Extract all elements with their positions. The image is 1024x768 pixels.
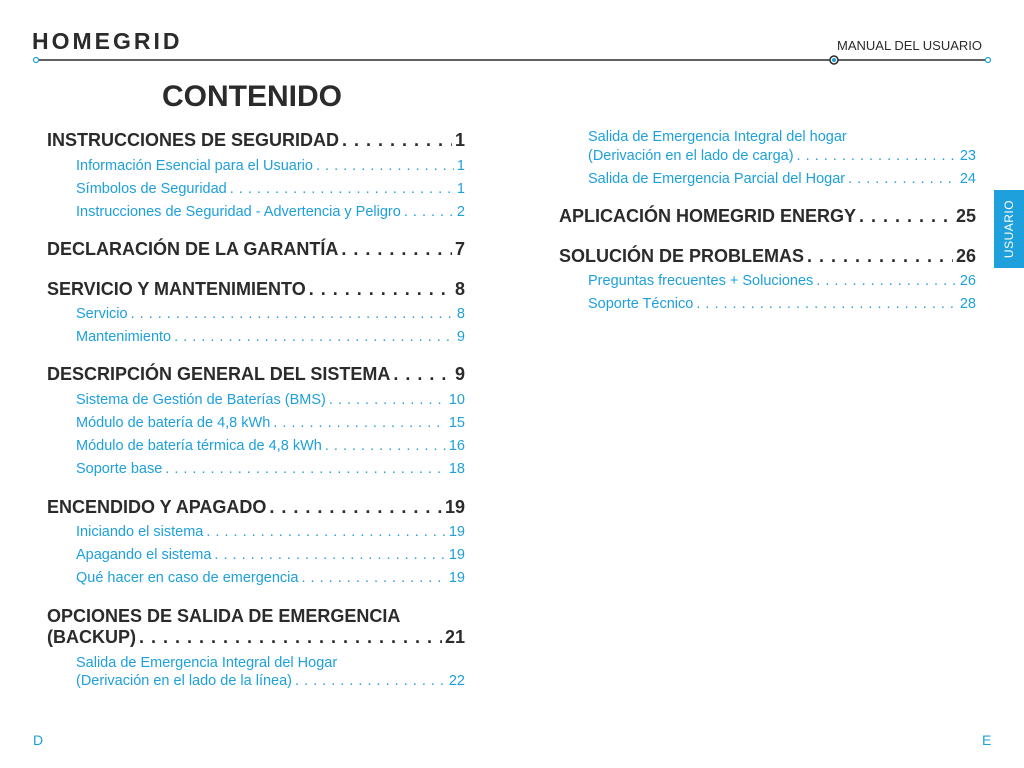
toc-item[interactable]: Soporte base . . . 18 <box>76 461 465 477</box>
toc-item[interactable]: Qué hacer en caso de emergencia . . . 19 <box>76 570 465 586</box>
toc-section-backup[interactable]: (BACKUP) . . . 21 <box>47 627 465 648</box>
toc-item[interactable]: (Derivación en el lado de carga) . . . 23 <box>588 148 976 164</box>
toc-item-line1[interactable]: Salida de Emergencia Integral del hogar <box>588 129 847 145</box>
side-tab-usuario <box>994 190 1024 268</box>
toc-item[interactable]: Servicio . . . 8 <box>76 306 465 322</box>
header-rule <box>0 52 1024 68</box>
toc-section-encendido[interactable]: ENCENDIDO Y APAGADO . . . 19 <box>47 497 465 518</box>
footer-left-marker: D <box>33 732 44 748</box>
toc-item[interactable]: Símbolos de Seguridad . . . 1 <box>76 181 465 197</box>
toc-item-line1[interactable]: Salida de Emergencia Integral del Hogar <box>76 655 338 671</box>
toc-item[interactable]: Preguntas frecuentes + Soluciones . . . 26 <box>588 273 976 289</box>
toc-item[interactable]: (Derivación en el lado de la línea) . . . 22 <box>76 673 465 689</box>
toc-section-servicio[interactable]: SERVICIO Y MANTENIMIENTO . . . 8 <box>47 279 465 300</box>
toc-item[interactable]: Soporte Técnico . . . 28 <box>588 296 976 312</box>
homegrid-logo: HOMEGRID <box>32 28 183 54</box>
toc-section-seguridad[interactable]: INSTRUCCIONES DE SEGURIDAD . . . 1 <box>47 130 465 151</box>
toc-section-backup-line1[interactable]: OPCIONES DE SALIDA DE EMERGENCIA <box>47 606 401 626</box>
toc-section-problemas[interactable]: SOLUCIÓN DE PROBLEMAS . . . 26 <box>559 246 976 267</box>
toc-item[interactable]: Apagando el sistema . . . 19 <box>76 547 465 563</box>
toc-item[interactable]: Información Esencial para el Usuario . . . 1 <box>76 158 465 174</box>
toc-item[interactable]: Mantenimiento . . . 9 <box>76 329 465 345</box>
toc-item[interactable]: Iniciando el sistema . . . 19 <box>76 524 465 540</box>
footer-right-marker: E <box>982 732 992 748</box>
manual-label: MANUAL DEL USUARIO <box>837 38 982 53</box>
page-title: CONTENIDO <box>162 80 342 113</box>
toc-item[interactable]: Salida de Emergencia Parcial del Hogar . . . 24 <box>588 171 976 187</box>
toc-item[interactable]: Módulo de batería de 4,8 kWh . . . 15 <box>76 415 465 431</box>
toc-item[interactable]: Sistema de Gestión de Baterías (BMS) . . . 10 <box>76 392 465 408</box>
side-tab-label: USUARIO <box>1002 199 1016 259</box>
toc-section-app[interactable]: APLICACIÓN HOMEGRID ENERGY . . . 25 <box>559 206 976 227</box>
toc-item[interactable]: Instrucciones de Seguridad - Advertencia y Peligro . . . 2 <box>76 204 465 220</box>
toc-section-descripcion[interactable]: DESCRIPCIÓN GENERAL DEL SISTEMA . . . 9 <box>47 364 465 385</box>
toc-section-garantia[interactable]: DECLARACIÓN DE LA GARANTÍA . . . 7 <box>47 239 465 260</box>
toc-item[interactable]: Módulo de batería térmica de 4,8 kWh . . . 16 <box>76 438 465 454</box>
